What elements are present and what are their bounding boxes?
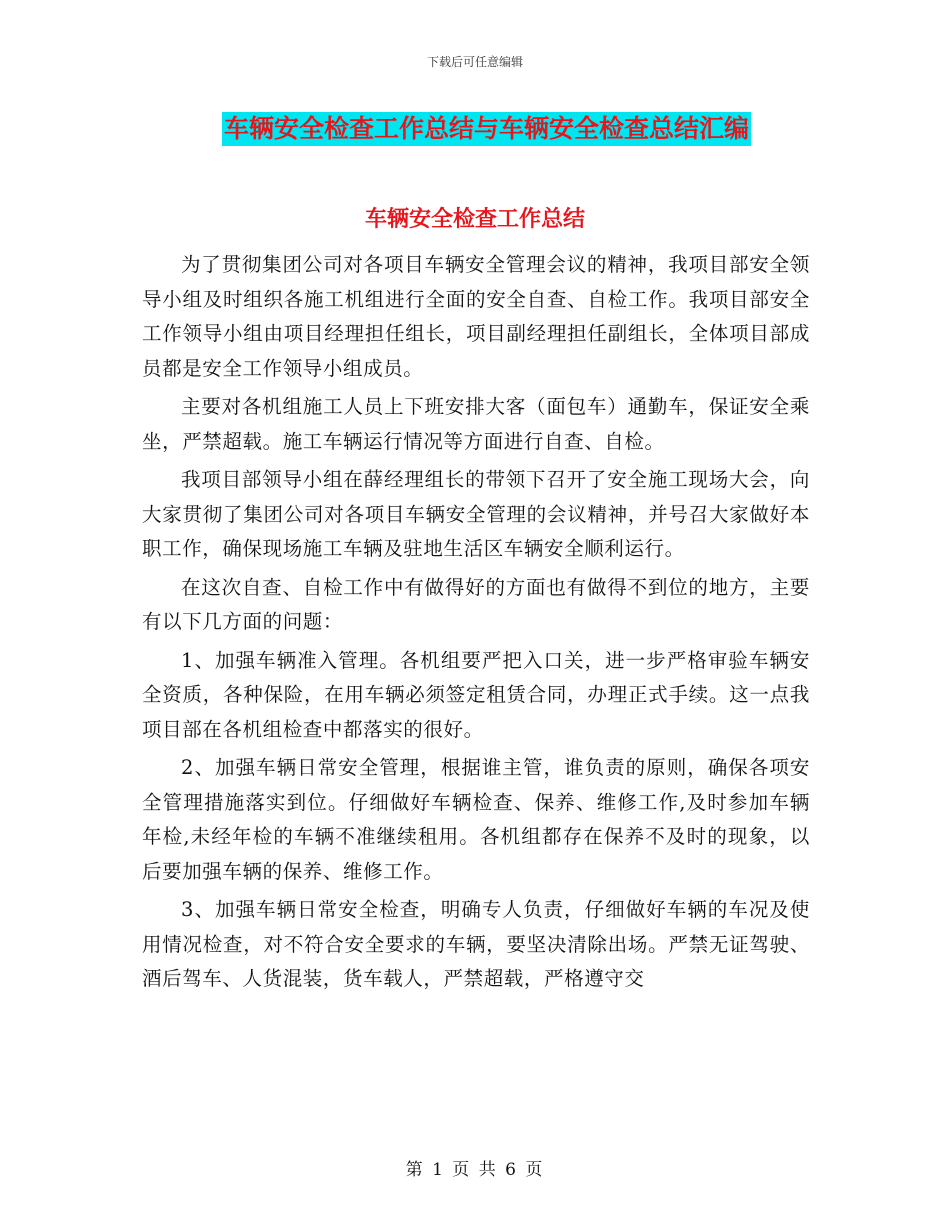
section-title: 车辆安全检查工作总结 bbox=[364, 207, 585, 232]
download-edit-note: 下载后可任意编辑 bbox=[426, 55, 523, 69]
paragraph-item-2: 2、加强车辆日常安全管理，根据谁主管，谁负责的原则，确保各项安全管理措施落实到位。仔细做好车辆检查、保养、维修工作,及时参加车辆年检,未经年检的车辆不准继续租用。各机组都存在保养不及时的现象，以后要加强车辆的保养、维修工作。 bbox=[142, 756, 810, 883]
document-body bbox=[142, 248, 810, 1001]
paragraph-item-1: 1、加强车辆准入管理。各机组要严把入口关，进一步严格审验车辆安全资质，各种保险，在用车辆必须签定租赁合同，办理正式手续。这一点我项目部在各机组检查中都落实的很好。 bbox=[142, 648, 810, 741]
paragraph-intro: 为了贯彻集团公司对各项目车辆安全管理会议的精神，我项目部安全领导小组及时组织各施工机组进行全面的安全自查、自检工作。我项目部安全工作领导小组由项目经理担任组长，项目副经理担任副组长，全体项目部成员都是安全工作领导小组成员。 bbox=[142, 253, 810, 380]
document-main-title: 车辆安全检查工作总结与车辆安全检查总结汇编 bbox=[222, 112, 751, 146]
paragraph-item-3: 3、加强车辆日常安全检查，明确专人负责，仔细做好车辆的车况及使用情况检查，对不符合安全要求的车辆，要坚决清除出场。严禁无证驾驶、酒后驾车、人货混装，货车载人，严禁超载，严格遵守交 bbox=[142, 898, 810, 990]
paragraph-commute-vehicles: 主要对各机组施工人员上下班安排大客（面包车）通勤车，保证安全乘坐，严禁超载。施工车辆运行情况等方面进行自查、自检。 bbox=[142, 395, 810, 453]
paragraph-issues-intro: 在这次自查、自检工作中有做得好的方面也有做得不到位的地方，主要有以下几方面的问题： bbox=[142, 575, 810, 633]
paragraph-site-meeting: 我项目部领导小组在薛经理组长的带领下召开了安全施工现场大会，向大家贯彻了集团公司对各项目车辆安全管理的会议精神，并号召大家做好本职工作，确保现场施工车辆及驻地生活区车辆安全顺利运行。 bbox=[142, 468, 810, 560]
page-number: 第 1 页 共 6 页 bbox=[405, 1160, 545, 1180]
